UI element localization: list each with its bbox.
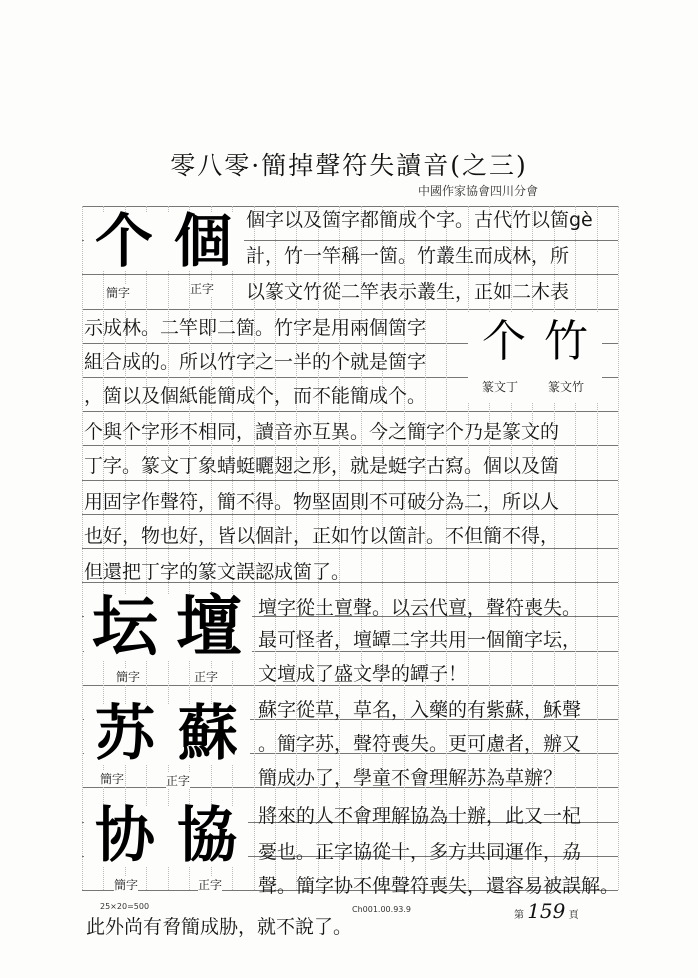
section3-line: 。簡字苏，聲符喪失。更可慮者，辦又 [258,733,582,755]
section1-line: 計，竹一竿稱一箇。竹叢生而成林，所 [246,245,570,267]
caption-traditional: 正字 [166,774,191,788]
section2-line: 壇字從土亶聲。以云代亶，聲符喪失。 [258,597,582,619]
section3-line: 將來的人不會理解協為十辦，此又一杞 [258,805,582,827]
grid-column-line [597,206,598,890]
section1-line: 丁字。篆文丁象蜻蜓曬翅之形，就是蜓字古寫。個以及箇 [84,455,560,477]
section1-line: 組合成的。所以竹字之一半的个就是箇字 [84,351,427,373]
caption-traditional: 正字 [190,282,215,296]
section1-line: 個字以及箇字都簡成个字。古代竹以箇gè [246,209,593,231]
section3-line: 簡成办了，學童不會理解苏為草辦？ [258,767,563,789]
section1-line: 以篆文竹從二竿表示叢生，正如二木表 [246,281,570,303]
caption-traditional: 正字 [198,878,223,892]
section3-line: 聲。簡字协不俾聲符喪失，還容易被誤解。 [258,875,620,897]
section1-line: 示成林。二竿即二箇。竹字是用兩個箇字 [84,317,427,339]
simplified-char-su: 苏 [84,704,166,764]
simplified-char-tan: 坛 [84,594,166,660]
grid-column-line [82,206,83,890]
simplified-char-ge: 个 [84,212,164,270]
grid-column-line [211,206,212,890]
simplified-char-xie: 协 [84,806,166,866]
caption-simplified: 簡字 [100,772,125,786]
section2-line: 最可怪者，壇罈二字共用一個簡字坛， [258,629,582,651]
section1-line: 但還把丁字的篆文誤認成箇了。 [84,561,351,583]
caption-simplified: 簡字 [114,878,139,892]
grid-column-line [125,206,126,890]
page-suffix: 頁 [568,910,579,921]
traditional-char-xie: 協 [166,806,248,866]
grid-column-line [618,206,619,890]
grid-row-line [82,548,618,549]
grid-row-line [82,480,618,481]
section2-line: 文壇成了盛文學的罈子！ [258,663,468,685]
grid-row-line [82,206,618,207]
grid-info: 25×20=500 [100,902,150,911]
grid-row-line [82,274,618,275]
grid-column-line [254,206,255,890]
seal-caption-ding: 篆文丁 [482,380,519,394]
seal-char-zhu: 竹 [538,320,594,364]
grid-row-line [82,514,618,515]
page-number [514,899,579,923]
grid-column-line [146,206,147,890]
grid-row-line [82,445,618,446]
page-number-value: 159 [527,899,566,923]
author-line: 中國作家協會四川分會 [418,184,539,198]
traditional-char-su: 蘇 [166,704,250,764]
caption-simplified: 簡字 [106,286,131,300]
section1-line: 也好，物也好，皆以個計，正如竹以箇計。不但簡不得， [84,525,560,547]
document-code: Ch001.00.93.9 [352,905,412,914]
section1-line: ，箇以及個紙能簡成个，而不能簡成个。 [84,385,427,407]
page-title: 零八零·簡掉聲符失讀音(之三) [170,151,528,180]
grid-column-line [232,206,233,890]
footer-note: 此外尚有脅簡成胁，就不說了。 [86,916,353,938]
seal-caption-zhu: 篆文竹 [548,380,585,394]
section1-line: 个與个字形不相同，讀音亦互異。今之簡字个乃是篆文的 [84,421,560,443]
grid-column-line [103,206,104,890]
page-prefix: 第 [514,910,524,921]
section3-line: 憂也。正字協從十，多方共同運作，劦 [258,841,582,863]
traditional-char-tan: 壇 [166,594,252,660]
seal-char-ding: 个 [482,316,526,367]
traditional-char-ge: 個 [162,212,244,270]
section3-line: 蘇字從草，草名，入藥的有紫蘇，穌聲 [258,699,582,721]
section1-line: 用固字作聲符，簡不得。物堅固則不可破分為二，所以人 [84,491,560,513]
grid-column-line [575,206,576,890]
grid-row-line [82,309,618,310]
caption-simplified: 簡字 [116,670,141,684]
caption-traditional: 正字 [194,670,219,684]
seal-script-box [468,312,602,402]
grid-row-line [82,411,618,412]
